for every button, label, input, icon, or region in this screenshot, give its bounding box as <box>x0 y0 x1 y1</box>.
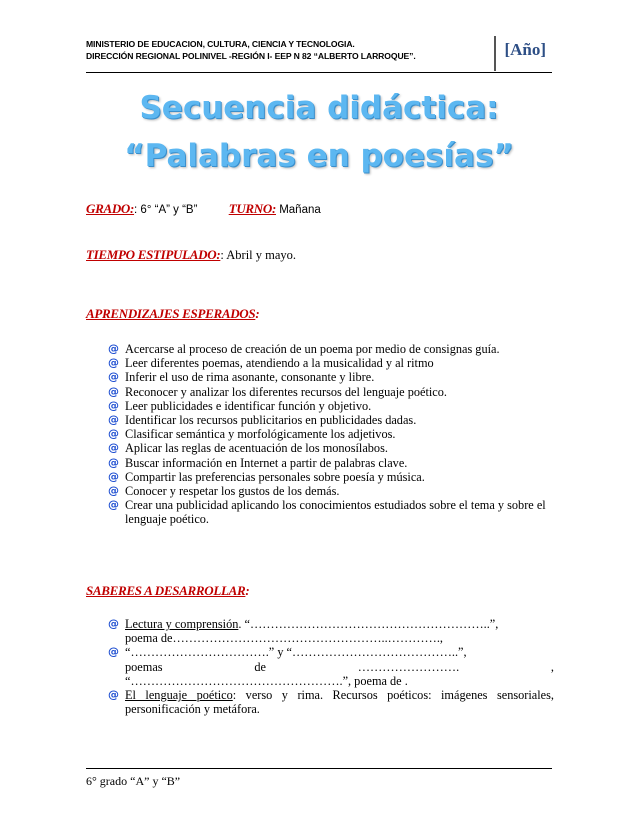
spiral-bullet-icon: @ <box>108 427 119 441</box>
aprendizajes-list <box>108 342 554 527</box>
spiral-bullet-icon: @ <box>108 645 119 659</box>
list-item: @ Aplicar las reglas de acentuación de los monosílabos. <box>108 441 388 456</box>
header-institution <box>86 38 416 62</box>
tiempo-label: TIEMPO ESTIPULADO: <box>86 247 221 262</box>
page-footer: 6° grado “A” y “B” <box>86 774 181 788</box>
list-item: @ Lectura y comprensión. “…………………………………………………..”, poema de……………………………………………..…………., <box>108 617 499 646</box>
list-item: @ Leer publicidades e identificar función y objetivo. <box>108 398 372 413</box>
spiral-bullet-icon: @ <box>108 441 119 455</box>
aprendizajes-colon: : <box>255 306 260 321</box>
spiral-bullet-icon: @ <box>108 498 119 512</box>
spiral-bullet-icon: @ <box>108 413 119 427</box>
header-ministry: MINISTERIO DE EDUCACION, CULTURA, CIENCIA Y TECNOLOGIA. <box>86 39 355 49</box>
header-separator <box>494 36 496 71</box>
turno-label: TURNO: <box>228 201 276 216</box>
document-title-line2: “Palabras en poesías” <box>124 138 514 174</box>
header-year: [Año] <box>504 40 546 59</box>
saberes-list <box>108 617 554 716</box>
saberes-heading <box>86 583 249 599</box>
saberes-item3-topic: El lenguaje poético <box>125 688 233 703</box>
spiral-bullet-icon: @ <box>108 455 119 469</box>
saberes-colon: : <box>245 583 250 598</box>
list-item: @ Buscar información en Internet a partir de palabras clave. <box>108 455 408 470</box>
spiral-bullet-icon: @ <box>108 370 119 384</box>
grado-label: GRADO: <box>86 201 135 216</box>
list-item: @ Clasificar semántica y morfológicamente los adjetivos. <box>108 427 396 442</box>
list-item: @ Reconocer y analizar los diferentes recursos del lenguaje poético. <box>108 384 447 399</box>
spiral-bullet-icon: @ <box>108 469 119 483</box>
spiral-bullet-icon: @ <box>108 617 119 630</box>
list-item: @ Leer diferentes poemas, atendiendo a la musicalidad y al ritmo <box>108 356 434 371</box>
aprendizajes-heading <box>86 306 259 322</box>
document-title-line1: Secuencia didáctica: <box>139 90 499 126</box>
footer-divider <box>86 768 552 769</box>
list-item: @ Conocer y respetar los gustos de los demás. <box>108 484 340 499</box>
saberes-item1-topic: Lectura y comprensión <box>125 617 239 631</box>
list-item: @ Compartir las preferencias personales sobre poesía y música. <box>108 469 425 484</box>
spiral-bullet-icon: @ <box>108 484 119 498</box>
grado-value: : 6° “A” y “B” <box>134 204 198 216</box>
header-direction: DIRECCIÓN REGIONAL POLINIVEL -REGIÓN I- EEP N 82 “ALBERTO LARROQUE”. <box>86 51 416 61</box>
spiral-bullet-icon: @ <box>108 398 119 412</box>
list-item: @ Inferir el uso de rima asonante, consonante y libre. <box>108 370 375 385</box>
grado-turno-row <box>86 201 321 217</box>
list-item: @ El lenguaje poético: verso y rima. Recursos poéticos: imágenes sensoriales, personificación y metáfora. <box>108 688 554 717</box>
aprendizajes-title: APRENDIZAJES ESPERADOS <box>86 306 256 321</box>
tiempo-row <box>86 247 296 263</box>
spiral-bullet-icon: @ <box>108 342 119 355</box>
page-header <box>86 36 552 73</box>
spiral-bullet-icon: @ <box>108 356 119 370</box>
turno-value: Mañana <box>276 204 321 216</box>
tiempo-value: : Abril y mayo. <box>220 248 297 262</box>
list-item: @ Identificar los recursos publicitarios en publicidades dadas. <box>108 413 417 428</box>
spiral-bullet-icon: @ <box>108 688 119 702</box>
spiral-bullet-icon: @ <box>108 384 119 398</box>
list-item: @ Acercarse al proceso de creación de un poema por medio de consignas guía. <box>108 342 500 356</box>
list-item: @ Crear una publicidad aplicando los conocimientos estudiados sobre el tema y sobre el lenguaje poético. <box>108 498 546 527</box>
saberes-title: SABERES A DESARROLLAR <box>86 583 246 598</box>
list-item: @ “…………………………….” y “…………………………………..”, poemas de ……………………. , “…………………………………………….”, poema de . <box>108 645 554 688</box>
